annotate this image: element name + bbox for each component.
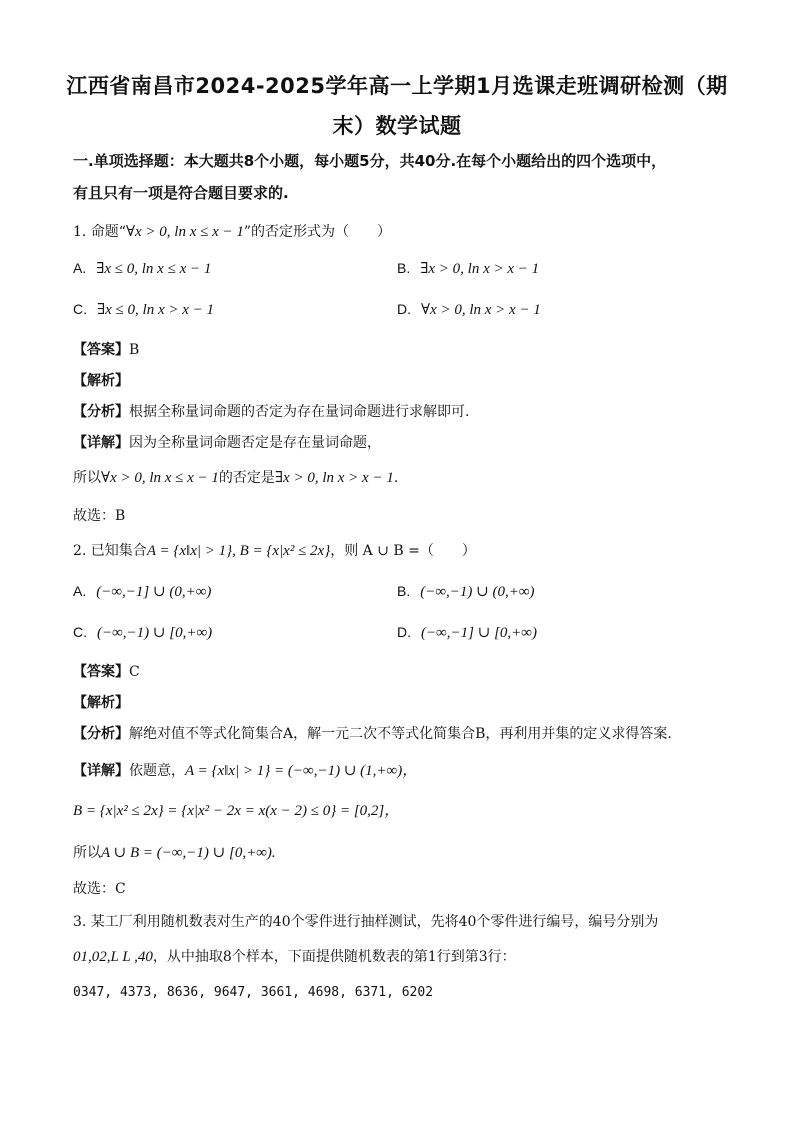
question-2-option-c: C. (−∞,−1) ∪ [0,+∞) [73, 624, 213, 641]
question-2-option-a: A. (−∞,−1] ∪ (0,+∞) [73, 583, 212, 600]
question-1-option-a: A. ∃x ≤ 0, ln x ≤ x − 1 [73, 260, 212, 277]
question-3-stem-continued: 01,02,L L ,40，从中抽取8个样本，下面提供随机数表的第1行到第3行： [73, 949, 516, 965]
question-2-conclusion: 所以A ∪ B = (−∞,−1) ∪ [0,+∞). [73, 845, 276, 861]
question-1-option-b: B. ∃x > 0, ln x > x − 1 [397, 260, 540, 277]
question-2-formula: A = {x‖x| > 1}, B = {x|x² ≤ 2x} [146, 543, 331, 559]
question-2-choose: 故选：C [73, 881, 126, 897]
question-1-stem [73, 221, 391, 241]
question-3-stem: 3. 某工厂利用随机数表对生产的40个零件进行抽样测试，先将40个零件进行编号，编号分别为 [73, 914, 659, 930]
question-1-conclusion: 所以∀x > 0, ln x ≤ x − 1的否定是∃x > 0, ln x > x − 1. [73, 470, 399, 486]
question-2-option-b: B. (−∞,−1) ∪ (0,+∞) [397, 583, 535, 600]
question-1-detail: 【详解】因为全称量词命题否定是存在量词命题， [73, 435, 381, 451]
question-1-formula: ∀x > 0, ln x ≤ x − 1 [125, 224, 244, 240]
question-2-analysis-tag: 【解析】 [73, 695, 129, 711]
question-1-fenxi: 【分析】根据全称量词命题的否定为存在量词命题进行求解即可. [73, 404, 470, 420]
question-1-option-d: D. ∀x > 0, ln x > x − 1 [397, 301, 541, 318]
random-number-table-row: 0347, 4373, 8636, 9647, 3661, 4698, 6371, 6202 [73, 985, 434, 1000]
question-2-set-b: B = {x|x² ≤ 2x} = {x|x² − 2x = x(x − 2) ≤ 0} = [0,2]， [73, 803, 400, 819]
section-heading-continued: 有且只有一项是符合题目要求的. [73, 184, 289, 202]
question-1-option-c: C. ∃x ≤ 0, ln x > x − 1 [73, 301, 215, 318]
page-title: 江西省南昌市2024-2025学年高一上学期1月选课走班调研检测（期 [66, 74, 728, 98]
question-2-stem: 2. 已知集合A = {x‖x| > 1}, B = {x|x² ≤ 2x}，则 A ∪ B =（ ） [73, 543, 476, 559]
question-1-prefix: 1. 命题“ [73, 224, 126, 240]
question-2-detail: 【详解】依题意，A = {x‖x| > 1} = (−∞,−1) ∪ (1,+∞)， [73, 763, 418, 779]
question-1-choose: 故选：B [73, 508, 126, 524]
page-title-continued: 末）数学试题 [332, 114, 462, 138]
section-heading: 一.单项选择题：本大题共8个小题，每小题5分，共40分.在每个小题给出的四个选项中， [73, 152, 667, 170]
question-1-analysis-tag: 【解析】 [73, 373, 129, 389]
question-2-fenxi: 【分析】解绝对值不等式化简集合A，解一元二次不等式化简集合B，再利用并集的定义求得答案. [73, 726, 672, 742]
question-1-answer: 【答案】B [73, 342, 140, 358]
question-1-suffix: ”的否定形式为（ ） [243, 224, 392, 240]
question-2-answer: 【答案】C [73, 664, 140, 680]
question-2-option-d: D. (−∞,−1] ∪ [0,+∞) [397, 624, 537, 641]
